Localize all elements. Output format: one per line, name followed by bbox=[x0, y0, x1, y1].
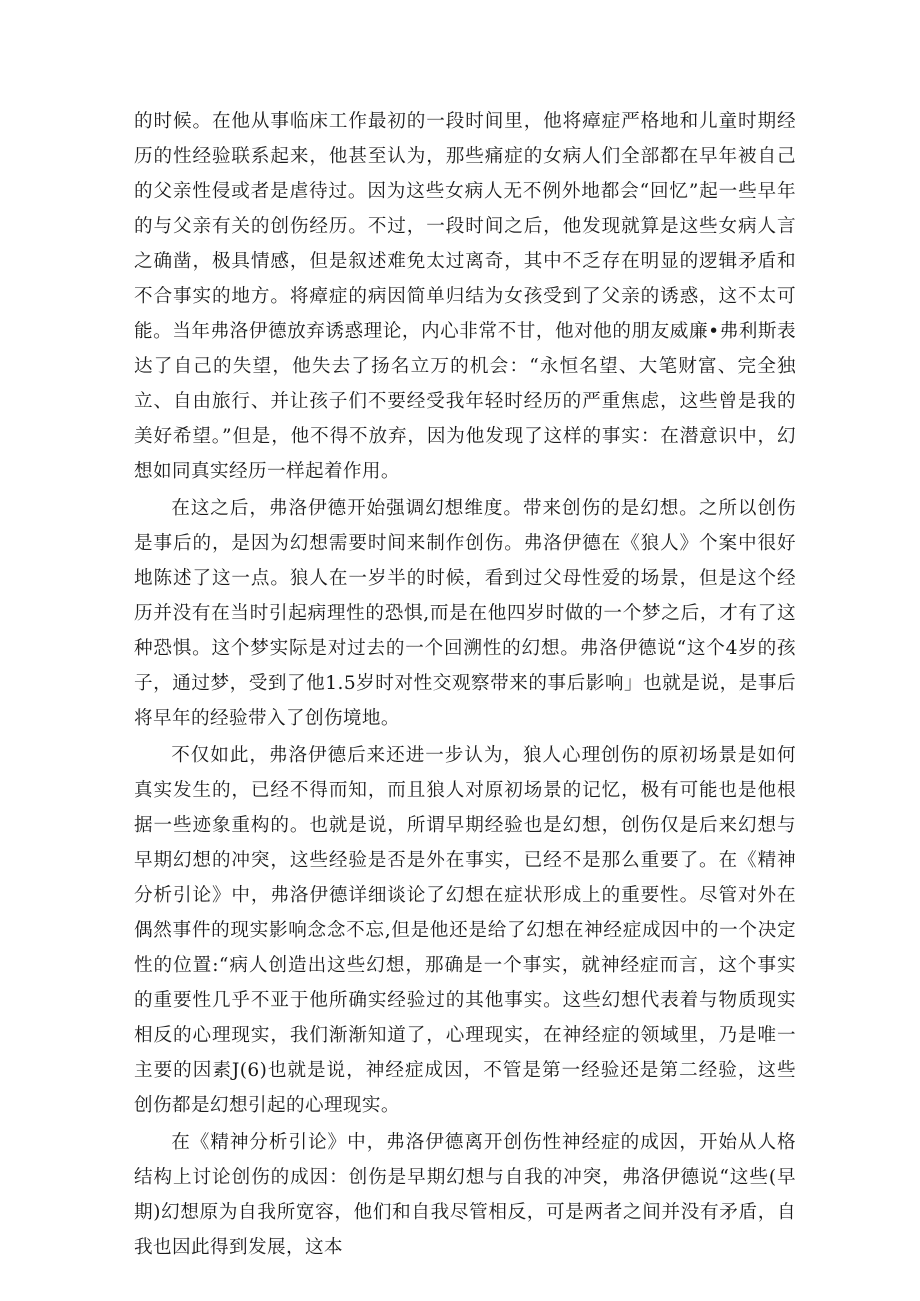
paragraph-4: 在《精神分析引论》中，弗洛伊德离开创伤性神经症的成因，开始从人格结构上讨论创伤的成因：创伤是早期幻想与自我的冲突，弗洛伊德说“这些(早期)幻想原为自我所宽容，他们和自我尽管相反，可是两者之间并没有矛盾，自我也因此得到发展，这本 bbox=[134, 1132, 796, 1258]
document-body bbox=[134, 104, 796, 1267]
paragraph-2: 在这之后，弗洛伊德开始强调幻想维度。带来创伤的是幻想。之所以创伤是事后的，是因为幻想需要时间来制作创伤。弗洛伊德在《狼人》个案中很好地陈述了这一点。狼人在一岁半的时候，看到过父母性爱的场景，但是这个经历并没有在当时引起病理性的恐惧,而是在他四岁时做的一个梦之后，才有了这种恐惧。这个梦实际是对过去的一个回溯性的幻想。弗洛伊德说“这个4岁的孩子，通过梦，受到了他1.5岁时对性交观察带来的事后影响」也就是说，是事后将早年的经验带入了创伤境地。 bbox=[134, 498, 796, 729]
paragraph-1: 的时候。在他从事临床工作最初的一段时间里，他将瘴症严格地和儿童时期经历的性经验联系起来，他甚至认为，那些痛症的女病人们全部都在早年被自己的父亲性侵或者是虐待过。因为这些女病人无不例外地都会“回忆”起一些早年的与父亲有关的创伤经历。不过，一段时间之后，他发现就算是这些女病人言之确凿，极具情感，但是叙述难免太过离奇，其中不乏存在明显的逻辑矛盾和不合事实的地方。将瘴症的病因简单归结为女孩受到了父亲的诱惑，这不太可能。当年弗洛伊德放弃诱惑理论，内心非常不甘，他对他的朋友威廉•弗利斯表达了自己的失望，他失去了扬名立万的机会：“永恒名望、大笔财富、完全独立、自由旅行、并让孩子们不要经受我年轻时经历的严重焦虑，这些曾是我的美好希望。”但是，他不得不放弃，因为他发现了这样的事实：在潜意识中，幻想如同真实经历一样起着作用。 bbox=[134, 111, 796, 482]
paragraph-3: 不仅如此，弗洛伊德后来还进一步认为，狼人心理创伤的原初场景是如何真实发生的，已经不得而知，而且狼人对原初场景的记忆，极有可能也是他根据一些迹象重构的。也就是说，所谓早期经验也是幻想，创伤仅是后来幻想与早期幻想的冲突，这些经验是否是外在事实，已经不是那么重要了。在《精神分析引论》中，弗洛伊德详细谈论了幻想在症状形成上的重要性。尽管对外在偶然事件的现实影响念念不忘,但是他还是给了幻想在神经症成因中的一个决定性的位置:“病人创造出这些幻想，那确是一个事实，就神经症而言，这个事实的重要性几乎不亚于他所确实经验过的其他事实。这些幻想代表着与物质现实相反的心理现实，我们渐渐知道了，心理现实，在神经症的领域里，乃是唯一主要的因素J(6)也就是说，神经症成因，不管是第一经验还是第二经验，这些创伤都是幻想引起的心理现实。 bbox=[134, 745, 796, 1116]
